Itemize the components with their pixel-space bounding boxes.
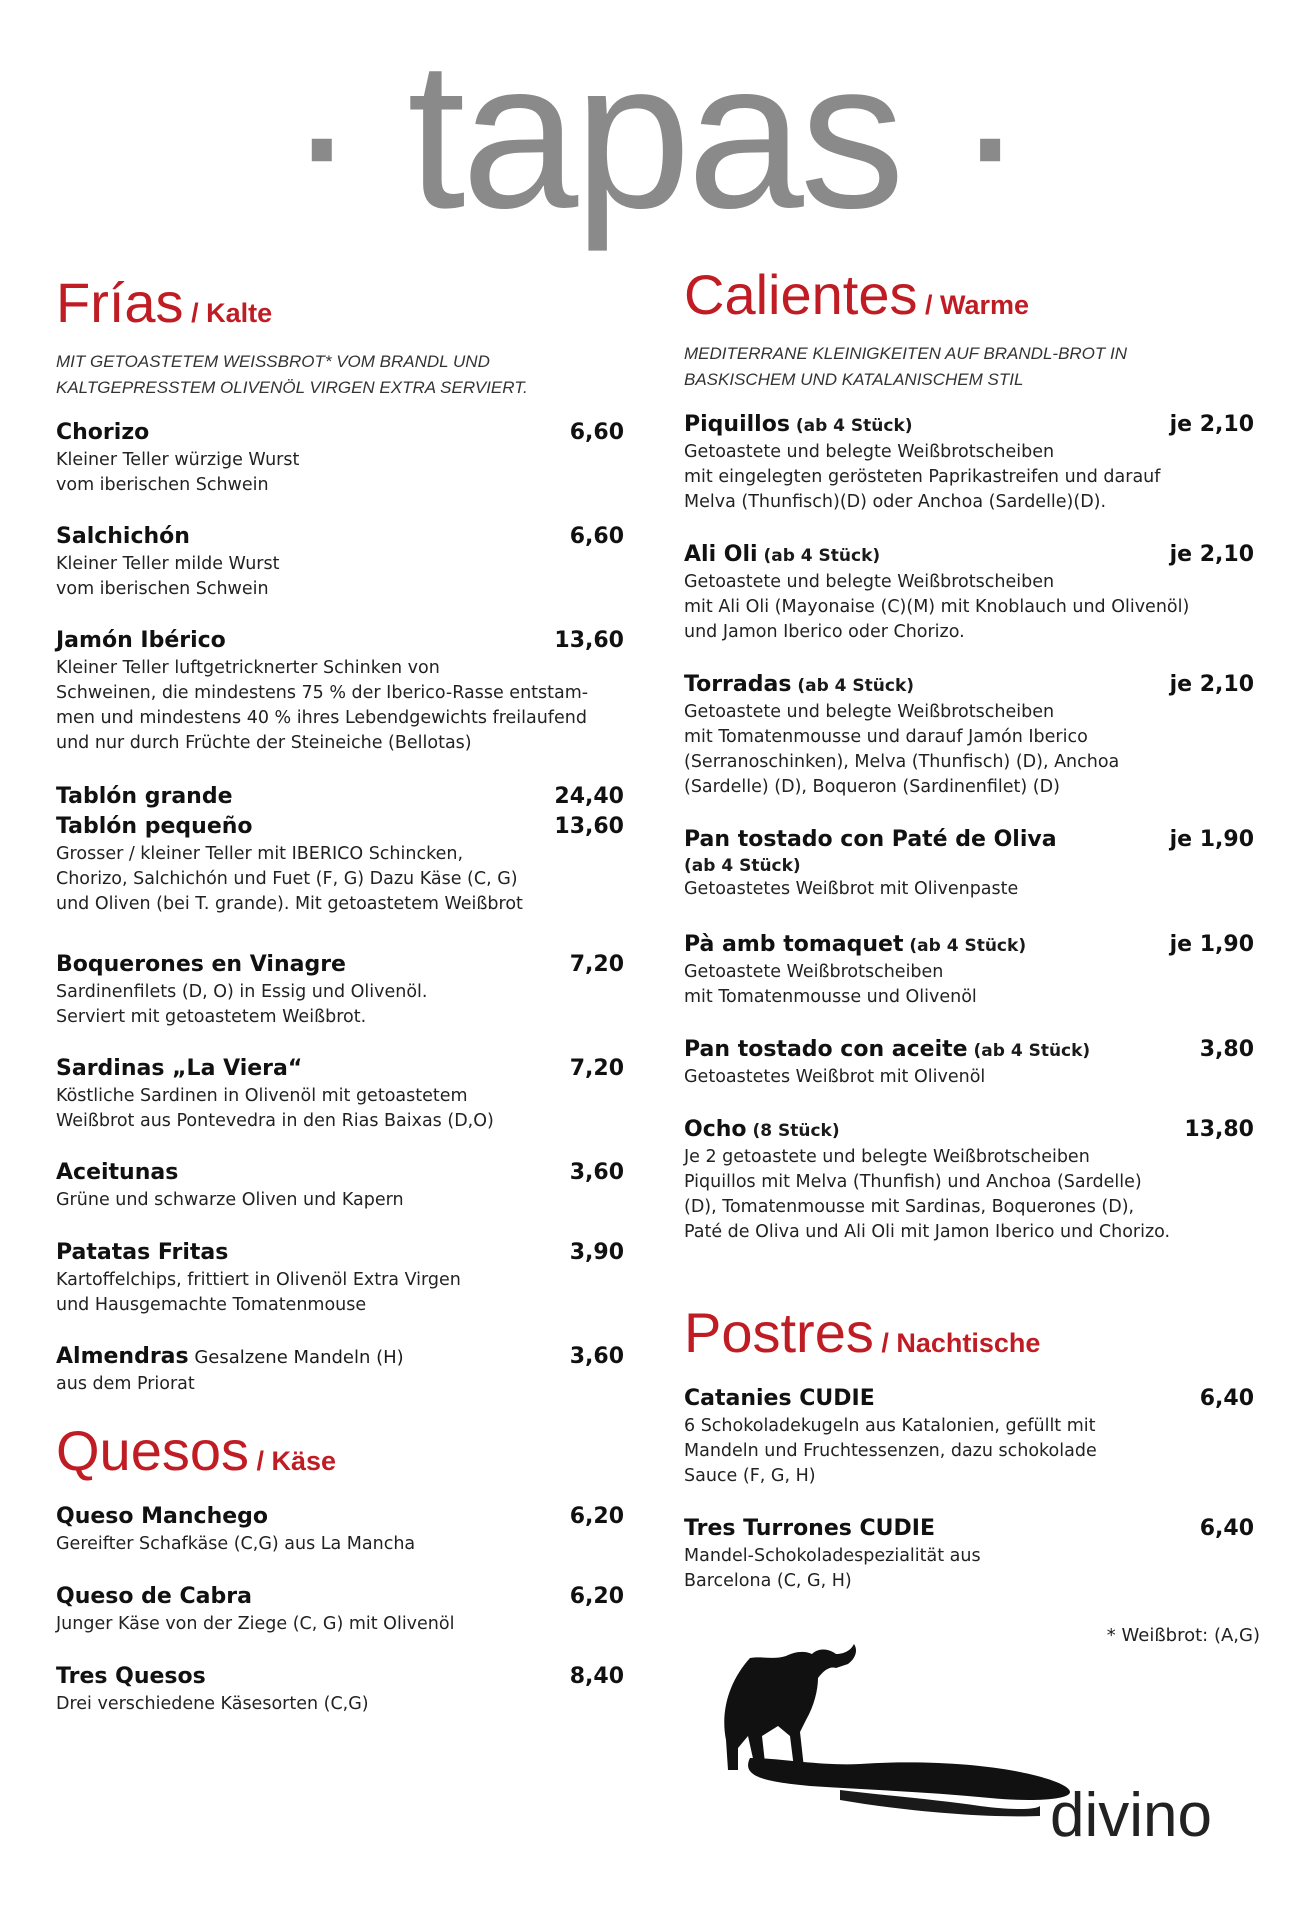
item-description: Kleiner Teller milde Wurst vom iberischen Schwein xyxy=(56,554,280,599)
item-price: 6,20 xyxy=(569,1584,624,1609)
menu-item xyxy=(56,1662,624,1717)
item-price: je 2,10 xyxy=(1169,542,1254,567)
menu-item xyxy=(684,825,1254,902)
item-name: Salchichón xyxy=(56,524,190,549)
item-description: Grüne und schwarze Oliven und Kapern xyxy=(56,1190,404,1210)
section-postres xyxy=(684,1300,1254,1365)
menu-item xyxy=(56,522,624,602)
item-description: Getoastetes Weißbrot mit Olivenpaste xyxy=(684,879,1019,899)
menu-item xyxy=(684,1115,1254,1245)
item-name: Pà amb tomaquet xyxy=(684,932,904,957)
item-quantity-note: (8 Stück) xyxy=(746,1121,840,1141)
item-price: 13,60 xyxy=(554,814,624,839)
item-name: Pan tostado con aceite xyxy=(684,1037,968,1062)
item-quantity-note: (ab 4 Stück) xyxy=(757,546,881,566)
item-name: Chorizo xyxy=(56,420,150,445)
item-name: Ali Oli xyxy=(684,542,758,567)
section-title-calientes: Calientes / Warme xyxy=(684,263,1030,326)
item-price: 13,80 xyxy=(1184,1117,1254,1142)
item-description: Grosser / kleiner Teller mit IBERICO Schincken, Chorizo, Salchichón und Fuet (F, G) Dazu Käse (C, G) und Oliven (bei T. grande). Mit getoastetem Weißbrot xyxy=(56,844,523,914)
item-description: Junger Käse von der Ziege (C, G) mit Olivenöl xyxy=(56,1614,455,1634)
section-quesos xyxy=(56,1418,624,1483)
menu-item xyxy=(56,626,624,756)
section-title-quesos: Quesos / Käse xyxy=(56,1419,337,1482)
item-price: 6,40 xyxy=(1199,1386,1254,1411)
menu-item xyxy=(684,930,1254,1010)
item-description: aus dem Priorat xyxy=(56,1374,195,1394)
item-price: 8,40 xyxy=(569,1664,624,1689)
item-quantity-note: (ab 4 Stück) xyxy=(791,676,915,696)
item-price: 6,60 xyxy=(569,524,624,549)
section-frias xyxy=(56,270,624,401)
brand-logo-text: divino xyxy=(1050,1781,1212,1850)
item-name: Catanies CUDIE xyxy=(684,1386,875,1411)
item-name: Queso Manchego xyxy=(56,1504,269,1529)
item-name: Almendras xyxy=(56,1344,189,1369)
menu-item xyxy=(684,410,1254,515)
menu-item xyxy=(684,540,1254,645)
item-price: 13,60 xyxy=(554,628,624,653)
section-intro-calientes: MEDITERRANE KLEINIGKEITEN AUF BRANDL-BROT IN BASKISCHEM UND KATALANISCHEM STIL xyxy=(684,344,1128,389)
item-name: Torradas xyxy=(684,672,792,697)
item-description: Kartoffelchips, frittiert in Olivenöl Extra Virgen und Hausgemachte Tomatenmouse xyxy=(56,1270,461,1315)
item-price: je 1,90 xyxy=(1169,932,1254,957)
menu-item xyxy=(684,1384,1254,1489)
item-price: je 2,10 xyxy=(1169,672,1254,697)
item-price: 3,60 xyxy=(569,1344,624,1369)
section-intro-frias: MIT GETOASTETEM WEISSBROT* VOM BRANDL UND KALTGEPRESSTEM OLIVENÖL VIRGEN EXTRA SERVIERT. xyxy=(56,352,528,397)
item-description: Getoastetes Weißbrot mit Olivenöl xyxy=(684,1067,986,1087)
item-quantity-note: (ab 4 Stück) xyxy=(684,856,801,876)
item-price: 6,40 xyxy=(1199,1516,1254,1541)
item-price: 3,90 xyxy=(569,1240,624,1265)
item-description: Getoastete und belegte Weißbrotscheiben mit Ali Oli (Mayonaise (C)(M) mit Knoblauch und Olivenöl) und Jamon Iberico oder Chorizo. xyxy=(684,572,1190,642)
menu-item xyxy=(56,1342,624,1397)
section-title-postres: Postres / Nachtische xyxy=(684,1301,1041,1364)
footnote: * Weißbrot: (A,G) xyxy=(1106,1625,1260,1646)
menu-item xyxy=(56,1158,624,1213)
menu-title: · tapas · xyxy=(286,17,1022,252)
item-description: Sardinenfilets (D, O) in Essig und Olivenöl. Serviert mit getoastetem Weißbrot. xyxy=(56,982,428,1027)
item-name: Tres Turrones CUDIE xyxy=(684,1516,936,1541)
item-price: 3,80 xyxy=(1199,1037,1254,1062)
item-name: Queso de Cabra xyxy=(56,1584,252,1609)
item-inline-note: Gesalzene Mandeln (H) xyxy=(188,1347,404,1368)
item-price: 24,40 xyxy=(554,784,624,809)
item-name: Piquillos xyxy=(684,412,790,437)
item-description: Getoastete und belegte Weißbrotscheiben mit Tomatenmousse und darauf Jamón Iberico (Serranoschinken), Melva (Thunfisch) (D), Anchoa (Sardelle) (D), Boqueron (Sardinenfilet) (D) xyxy=(684,702,1120,797)
item-price: 7,20 xyxy=(569,1056,624,1081)
menu-item xyxy=(56,1502,624,1557)
item-name: Pan tostado con Paté de Oliva xyxy=(684,827,1057,852)
item-price: je 2,10 xyxy=(1169,412,1254,437)
item-name: Tablón pequeño xyxy=(56,814,253,839)
item-price: 6,60 xyxy=(569,420,624,445)
item-description: Köstliche Sardinen in Olivenöl mit getoastetem Weißbrot aus Pontevedra in den Rias Baixas (D,O) xyxy=(56,1086,494,1131)
item-description: Mandel-Schokoladespezialität aus Barcelona (C, G, H) xyxy=(684,1546,981,1591)
item-quantity-note: (ab 4 Stück) xyxy=(903,936,1027,956)
item-description: Getoastete Weißbrotscheiben mit Tomatenmousse und Olivenöl xyxy=(684,962,977,1007)
item-description: 6 Schokoladekugeln aus Katalonien, gefüllt mit Mandeln und Fruchtessenzen, dazu schokolade Sauce (F, G, H) xyxy=(684,1416,1097,1486)
menu-item xyxy=(684,1514,1254,1594)
item-price: 3,60 xyxy=(569,1160,624,1185)
item-description: Kleiner Teller würzige Wurst vom iberischen Schwein xyxy=(56,450,300,495)
item-name: Sardinas „La Viera“ xyxy=(56,1056,303,1081)
menu-item xyxy=(56,418,624,498)
item-quantity-note: (ab 4 Stück) xyxy=(789,416,913,436)
item-name: Boquerones en Vinagre xyxy=(56,952,346,977)
item-description: Gereifter Schafkäse (C,G) aus La Mancha xyxy=(56,1534,416,1554)
item-name: Tres Quesos xyxy=(56,1664,206,1689)
item-quantity-note: (ab 4 Stück) xyxy=(967,1041,1091,1061)
menu-item xyxy=(684,670,1254,800)
item-name: Patatas Fritas xyxy=(56,1240,229,1265)
item-description: Getoastete und belegte Weißbrotscheiben mit eingelegten gerösteten Paprikastreifen und darauf Melva (Thunfisch)(D) oder Anchoa (Sardelle)(D). xyxy=(684,442,1161,512)
item-name: Aceitunas xyxy=(56,1160,179,1185)
section-title-frias: Frías / Kalte xyxy=(56,271,273,334)
item-price: 6,20 xyxy=(569,1504,624,1529)
item-name: Tablón grande xyxy=(56,784,233,809)
item-name: Jamón Ibérico xyxy=(56,628,226,653)
menu-item xyxy=(56,1582,624,1637)
section-calientes xyxy=(684,262,1254,393)
item-description: Kleiner Teller luftgetricknerter Schinken von Schweinen, die mindestens 75 % der Iberico-Rasse entstam- men und mindestens 40 % ihres Lebendgewichts freilaufend und nur durch Früchte der Steineiche (Bellotas) xyxy=(56,658,589,753)
item-name: Ocho xyxy=(684,1117,747,1142)
item-description: Drei verschiedene Käsesorten (C,G) xyxy=(56,1694,369,1714)
menu-item xyxy=(684,1035,1254,1090)
menu-item xyxy=(56,950,624,1030)
menu-item xyxy=(56,1238,624,1318)
item-description: Je 2 getoastete und belegte Weißbrotscheiben Piquillos mit Melva (Thunfish) und Anchoa (Sardelle) (D), Tomatenmousse mit Sardinas, Boquerones (D), Paté de Oliva und Ali Oli mit Jamon Iberico und Chorizo. xyxy=(684,1147,1171,1242)
menu-item xyxy=(56,782,624,917)
item-price: 7,20 xyxy=(569,952,624,977)
menu-item xyxy=(56,1054,624,1134)
item-price: je 1,90 xyxy=(1169,827,1254,852)
